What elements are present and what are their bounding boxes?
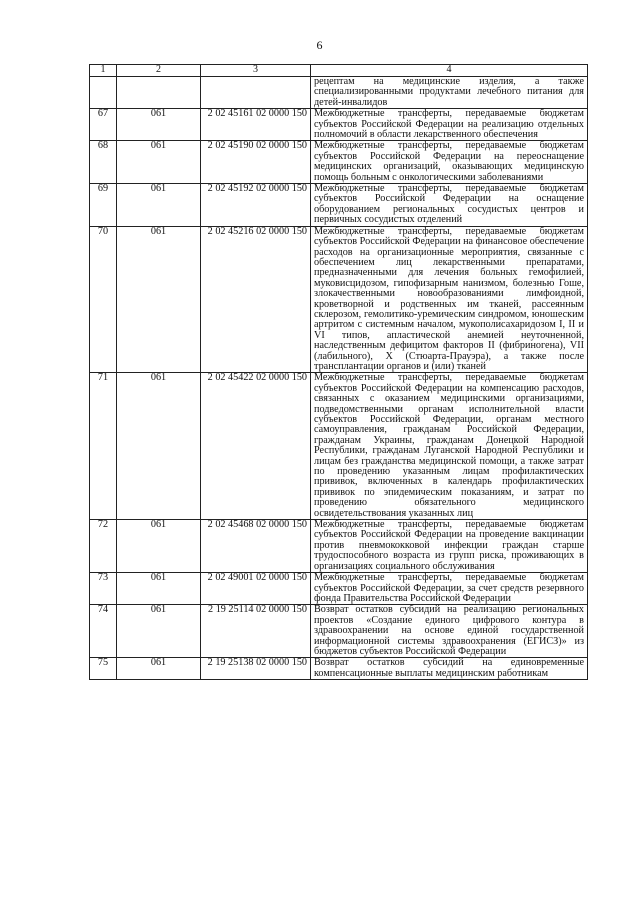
description: рецептам на медицинские изделия, а также специализированными продуктами лечебного питания для детей-инвалидов: [311, 77, 588, 109]
budget-code: 2 02 45161 02 0000 150: [201, 109, 311, 141]
header-col-3: 3: [201, 65, 311, 77]
table-row: [90, 109, 588, 141]
admin-code: 061: [117, 373, 201, 520]
budget-code: 2 02 49001 02 0000 150: [201, 573, 311, 605]
budget-code: 2 19 25114 02 0000 150: [201, 605, 311, 658]
admin-code: [117, 77, 201, 109]
row-number: 75: [90, 658, 117, 680]
table-row: [90, 141, 588, 184]
row-number: [90, 77, 117, 109]
description: Возврат остатков субсидий на единовременные компенсационные выплаты медицинским работникам: [311, 658, 588, 680]
budget-code: 2 02 45192 02 0000 150: [201, 184, 311, 227]
budget-code: 2 02 45190 02 0000 150: [201, 141, 311, 184]
header-col-1: 1: [90, 65, 117, 77]
admin-code: 061: [117, 226, 201, 373]
description: Межбюджетные трансферты, передаваемые бюджетам субъектов Российской Федерации на переоснащение медицинских организаций, оказывающих медицинскую помощь больным с онкологическими заболеваниями: [311, 141, 588, 184]
row-number: 74: [90, 605, 117, 658]
budget-code: 2 02 45468 02 0000 150: [201, 520, 311, 573]
table-row: [90, 605, 588, 658]
budget-code: 2 02 45216 02 0000 150: [201, 226, 311, 373]
description: Межбюджетные трансферты, передаваемые бюджетам субъектов Российской Федерации на оснащение оборудованием региональных сосудистых центров и первичных сосудистых отделений: [311, 184, 588, 227]
budget-code: [201, 77, 311, 109]
row-number: 68: [90, 141, 117, 184]
budget-codes-table: [89, 64, 588, 680]
table-row: [90, 184, 588, 227]
admin-code: 061: [117, 605, 201, 658]
row-number: 69: [90, 184, 117, 227]
description: Межбюджетные трансферты, передаваемые бюджетам субъектов Российской Федерации на реализацию отдельных полномочий в области лекарственного обеспечения: [311, 109, 588, 141]
budget-code: 2 02 45422 02 0000 150: [201, 373, 311, 520]
admin-code: 061: [117, 520, 201, 573]
table-row: [90, 573, 588, 605]
header-col-4: 4: [311, 65, 588, 77]
description: Межбюджетные трансферты, передаваемые бюджетам субъектов Российской Федерации на компенсацию расходов, связанных с оказанием медицинскими организациями, подведомственными органам исполнительной власти субъектов Российской Федерации, органам местного самоуправления, гражданам Российской Федерации, гражданам Украины, гражданам Донецкой Народной Республики, гражданам Луганской Народной Республики и лицам без гражданства медицинской помощи, а также затрат по проведению указанным лицам профилактических прививок, включенных в календарь профилактических прививок по эпидемическим показаниям, и затрат по проведению обязательного медицинского освидетельствования указанных лиц: [311, 373, 588, 520]
header-col-2: 2: [117, 65, 201, 77]
page-number: 6: [316, 38, 323, 52]
table-row: [90, 520, 588, 573]
description: Межбюджетные трансферты, передаваемые бюджетам субъектов Российской Федерации на финансовое обеспечение расходов на организационные мероприятия, связанные с обеспечением лиц лекарственными препаратами, предназначенными для лечения больных гемофилией, муковисцидозом, гипофизарным нанизмом, болезнью Гоше, злокачественными новообразованиями лимфоидной, кроветворной и родственных им тканей, рассеянным склерозом, гемолитико-уремическим синдромом, юношеским артритом с системным началом, мукополисахаридозом I, II и VI типов, апластической анемией неуточненной, наследственным дефицитом факторов II (фибриногена), VII (лабильного), X (Стюарта-Прауэра), а также после трансплантации органов и (или) тканей: [311, 226, 588, 373]
admin-code: 061: [117, 573, 201, 605]
admin-code: 061: [117, 109, 201, 141]
description: Возврат остатков субсидий на реализацию региональных проектов «Создание единого цифрового контура в здравоохранении на основе единой государственной информационной системы здравоохранения (ЕГИСЗ)» из бюджетов субъектов Российской Федерации: [311, 605, 588, 658]
admin-code: 061: [117, 658, 201, 680]
table-row: [90, 373, 588, 520]
admin-code: 061: [117, 184, 201, 227]
table-row: [90, 77, 588, 109]
table-row: [90, 226, 588, 373]
row-number: 72: [90, 520, 117, 573]
table-row: [90, 658, 588, 680]
row-number: 71: [90, 373, 117, 520]
row-number: 67: [90, 109, 117, 141]
admin-code: 061: [117, 141, 201, 184]
budget-code: 2 19 25138 02 0000 150: [201, 658, 311, 680]
row-number: 73: [90, 573, 117, 605]
description: Межбюджетные трансферты, передаваемые бюджетам субъектов Российской Федерации на проведение вакцинации против пневмококковой инфекции граждан старше трудоспособного возраста из групп риска, проживающих в организациях социального обслуживания: [311, 520, 588, 573]
description: Межбюджетные трансферты, передаваемые бюджетам субъектов Российской Федерации, за счет средств резервного фонда Правительства Российской Федерации: [311, 573, 588, 605]
row-number: 70: [90, 226, 117, 373]
table-header-row: [90, 65, 588, 77]
